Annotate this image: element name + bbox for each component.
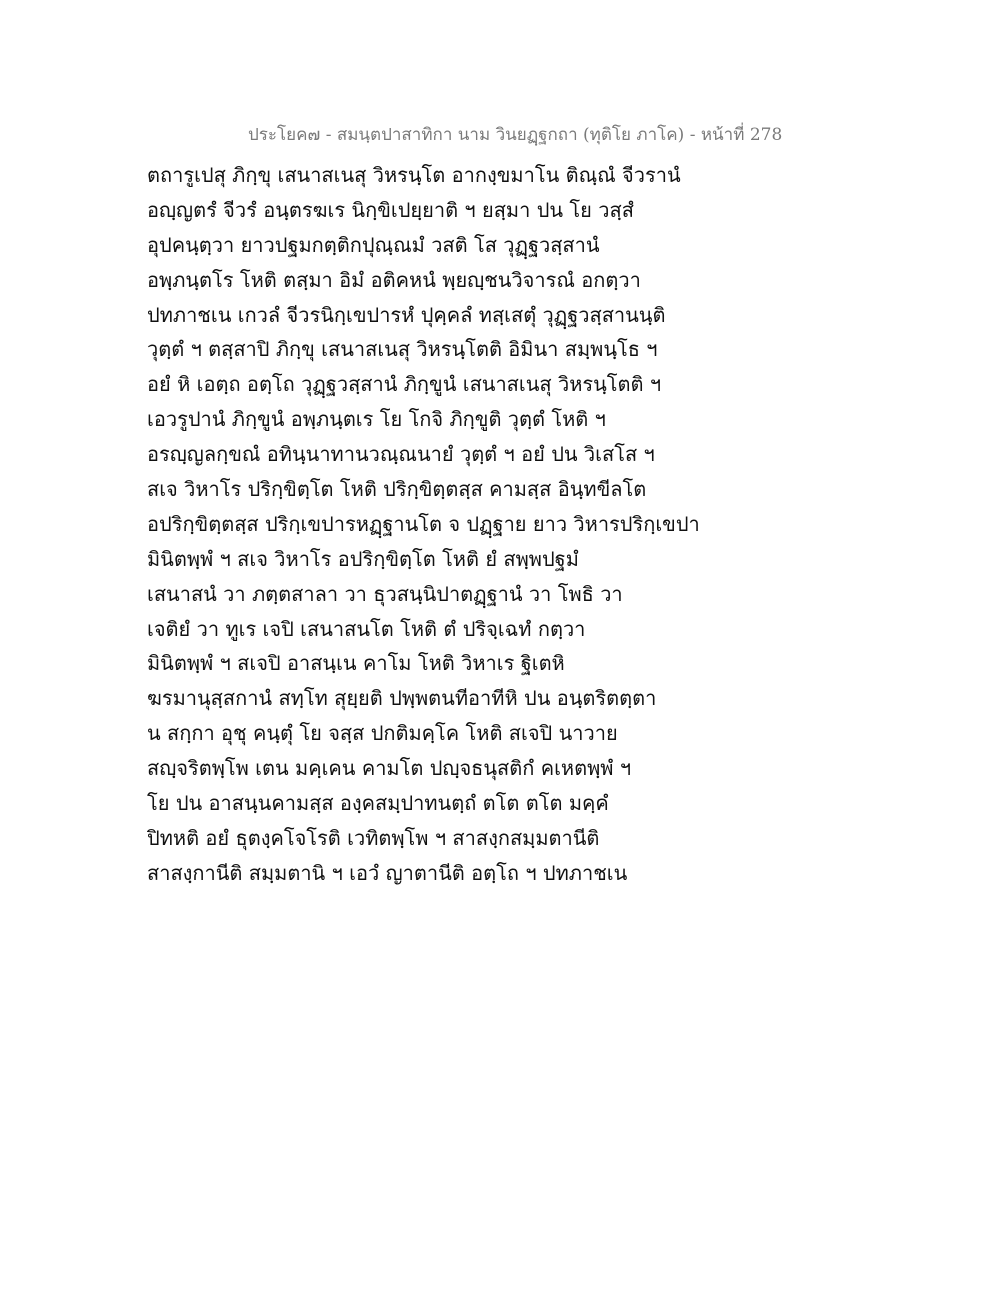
- text-line: อญฺญตรํ จีวรํ อนฺตรฆเร นิกฺขิเปยฺยาติ ฯ ยสฺมา ปน โย วสฺสํ: [147, 197, 634, 222]
- running-header: ประโยค๗ - สมนฺตปาสาทิกา นาม วินยฏฺฐกถา (ทุติโย ภาโค) - หน้าที่ 278: [248, 125, 783, 145]
- text-line: อยํ หิ เอตฺถ อตฺโถ วุฏฺฐวสฺสานํ ภิกฺขูนํ เสนาสเนสุ วิหรนฺโตติ ฯ: [147, 372, 662, 397]
- text-line: น สกฺกา อุชุ คนฺตุํ โย จสฺส ปกติมคฺโค โหติ สเจปิ นาวาย: [147, 721, 618, 746]
- text-line: ปทภาชเน เกวลํ จีวรนิกฺเขปารหํ ปุคฺคลํ ทสฺเสตุํ วุฏฺฐวสฺสานนฺติ: [147, 302, 666, 327]
- text-line: เสนาสนํ วา ภตฺตสาลา วา ธุวสนฺนิปาตฏฺฐานํ วา โพธิ วา: [147, 581, 623, 606]
- text-line: อปริกฺขิตฺตสฺส ปริกฺเขปารหฏฺฐานโต จ ปฏฺฐาย ยาว วิหารปริกฺเขปา: [147, 511, 700, 536]
- text-line: มินิตพฺพํ ฯ สเจ วิหาโร อปริกฺขิตฺโต โหติ ยํ สพฺพปฐมํ: [147, 546, 579, 571]
- text-line: ฆรมานุสฺสกานํ สทฺโท สุยฺยติ ปพฺพตนทีอาทีหิ ปน อนฺตริตตฺตา: [147, 686, 657, 711]
- text-line: อพฺภนฺตโร โหติ ตสฺมา อิมํ อติคหนํ พฺยญฺชนวิจารณํ อกตฺวา: [147, 267, 641, 292]
- text-line: เจติยํ วา ทูเร เจปิ เสนาสนโต โหติ ตํ ปริจฺเฉทํ กตฺวา: [147, 616, 586, 641]
- text-line: อรญฺญลกฺขณํ อทินฺนาทานวณฺณนายํ วุตฺตํ ฯ อยํ ปน วิเสโส ฯ: [147, 442, 655, 467]
- text-line: มินิตพฺพํ ฯ สเจปิ อาสนฺเน คาโม โหติ วิหาเร ฐิเตหิ: [147, 651, 565, 676]
- text-line: สาสงฺกานีติ สมฺมตานิ ฯ เอวํ ญาตานีติ อตฺโถ ฯ ปทภาชเน: [147, 860, 628, 885]
- text-line: อุปคนฺตฺวา ยาวปฐมกตฺติกปุณฺณมํ วสติ โส วุฏฺฐวสฺสานํ: [147, 232, 600, 257]
- text-line: โย ปน อาสนฺนคามสฺส องฺคสมฺปาทนตฺถํ ตโต ตโต มคฺคํ: [147, 791, 609, 816]
- text-line: ตถารูเปสุ ภิกฺขุ เสนาสเนสุ วิหรนฺโต อากงฺขมาโน ติณฺณํ จีวรานํ: [147, 163, 681, 187]
- text-line: ปิทหติ อยํ ธุตงฺคโจโรติ เวทิตพฺโพ ฯ สาสงฺกสมฺมตานีติ: [147, 825, 600, 850]
- body-text: [147, 158, 867, 891]
- text-line: สญฺจริตพฺโพ เตน มคฺเคน คามโต ปญฺจธนุสติกํ คเหตพฺพํ ฯ: [147, 756, 632, 781]
- text-line: เอวรูปานํ ภิกฺขูนํ อพฺภนฺตเร โย โกจิ ภิกฺขูติ วุตฺตํ โหติ ฯ: [147, 407, 606, 432]
- text-line: วุตฺตํ ฯ ตสฺสาปิ ภิกฺขุ เสนาสเนสุ วิหรนฺโตติ อิมินา สมฺพนฺโธ ฯ: [147, 337, 658, 362]
- text-line: สเจ วิหาโร ปริกฺขิตฺโต โหติ ปริกฺขิตฺตสฺส คามสฺส อินฺทขีลโต: [147, 477, 647, 502]
